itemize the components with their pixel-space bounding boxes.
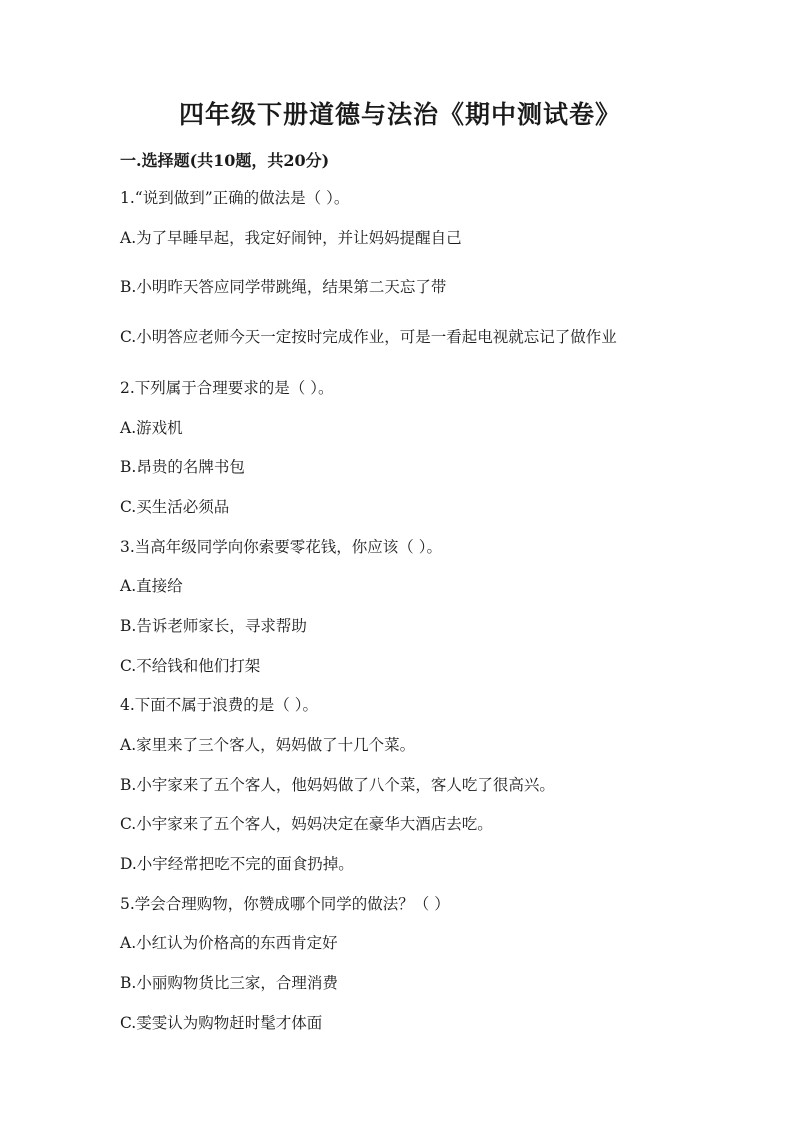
question-3-stem: 3.当高年级同学向你索要零花钱，你应该（ ）。 xyxy=(120,538,442,556)
question-1-option-a: A.为了早睡早起，我定好闹钟，并让妈妈提醒自己 xyxy=(120,229,462,247)
question-5-option-b: B.小丽购物货比三家，合理消费 xyxy=(120,974,338,992)
question-1-option-c: C.小明答应老师今天一定按时完成作业，可是一看起电视就忘记了做作业 xyxy=(120,328,617,346)
question-1-stem: 1.“说到做到”正确的做法是（ ）。 xyxy=(120,189,350,207)
question-2-stem: 2.下列属于合理要求的是（ ）。 xyxy=(120,379,334,397)
question-4-option-c: C.小宇家来了五个客人，妈妈决定在豪华大酒店去吃。 xyxy=(120,815,493,833)
question-3-option-b: B.告诉老师家长，寻求帮助 xyxy=(120,617,307,635)
question-1-option-b: B.小明昨天答应同学带跳绳，结果第二天忘了带 xyxy=(120,278,447,296)
question-5-option-a: A.小红认为价格高的东西肯定好 xyxy=(120,934,338,952)
question-4-option-a: A.家里来了三个客人，妈妈做了十几个菜。 xyxy=(120,736,416,754)
question-2-option-b: B.昂贵的名牌书包 xyxy=(120,458,245,476)
question-5-stem: 5.学会合理购物，你赞成哪个同学的做法？（ ） xyxy=(120,895,450,913)
section-heading: 一.选择题(共10题，共20分) xyxy=(120,151,330,170)
page-title: 四年级下册道德与法治《期中测试卷》 xyxy=(178,100,621,129)
question-2-option-a: A.游戏机 xyxy=(120,419,183,437)
question-5-option-c: C.雯雯认为购物赶时髦才体面 xyxy=(120,1014,323,1032)
question-4-option-b: B.小宇家来了五个客人，他妈妈做了八个菜，客人吃了很高兴。 xyxy=(120,776,555,794)
question-3-option-a: A.直接给 xyxy=(120,577,183,595)
question-3-option-c: C.不给钱和他们打架 xyxy=(120,657,261,675)
question-4-option-d: D.小宇经常把吃不完的面食扔掉。 xyxy=(120,855,354,873)
question-4-stem: 4.下面不属于浪费的是（ ）。 xyxy=(120,696,318,714)
question-2-option-c: C.买生活必须品 xyxy=(120,498,230,516)
